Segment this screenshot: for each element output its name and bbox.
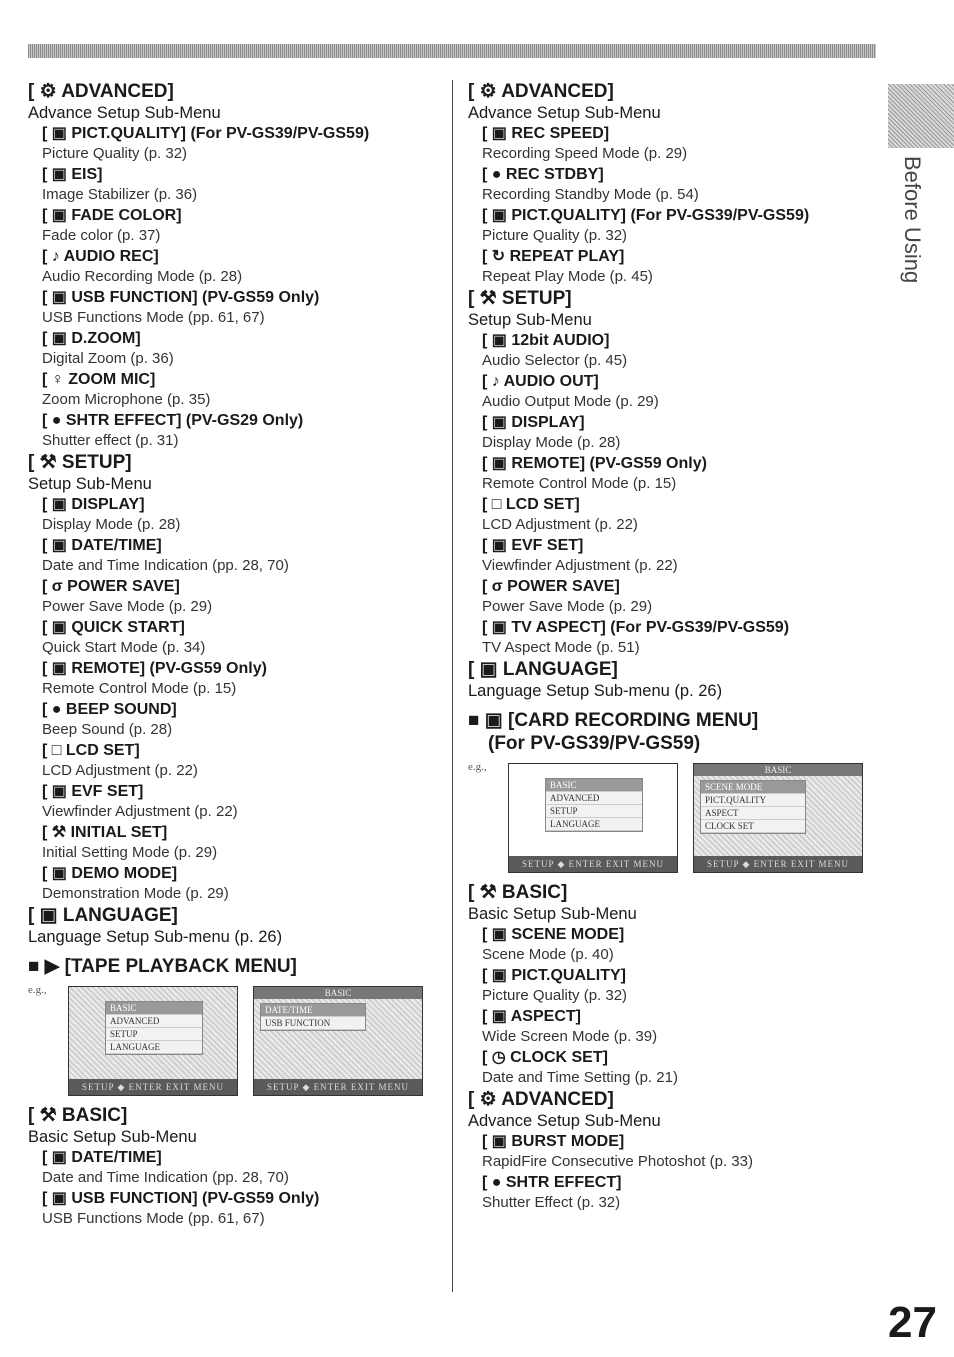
- screen-status-bar: SETUP ◆ ENTER EXIT MENU: [694, 856, 862, 872]
- menu-item: [482, 330, 868, 371]
- header-bar: [28, 44, 876, 58]
- screen-status-bar: SETUP ◆ ENTER EXIT MENU: [509, 856, 677, 872]
- menu-item-description: Recording Standby Mode (p. 54): [482, 186, 699, 203]
- menu-item-label: [ □ LCD SET]: [482, 496, 580, 513]
- setup-heading: [ ⚒ SETUP]: [28, 452, 132, 473]
- right-column: [468, 80, 868, 1213]
- advanced-subtitle: Advance Setup Sub-Menu: [468, 1112, 661, 1130]
- menu-item-label: [ ♀ ZOOM MIC]: [42, 371, 156, 388]
- setup-subtitle: Setup Sub-Menu: [28, 475, 152, 493]
- menu-item-label: [ ▣ QUICK START]: [42, 619, 185, 636]
- menu-item-description: USB Functions Mode (pp. 61, 67): [42, 1210, 265, 1227]
- advanced-heading: [ ⚙ ADVANCED]: [468, 81, 614, 102]
- menu-item-description: Date and Time Indication (pp. 28, 70): [42, 1169, 289, 1186]
- menu-item-label: [ ● REC STDBY]: [482, 166, 604, 183]
- screen-submenu: [253, 986, 423, 1096]
- menu-item-label: [ ▣ PICT.QUALITY] (For PV-GS39/PV-GS59): [42, 125, 370, 142]
- menu-item: [42, 699, 443, 740]
- menu-item-description: Viewfinder Adjustment (p. 22): [482, 557, 678, 574]
- menu-item-description: Remote Control Mode (p. 15): [482, 475, 677, 492]
- menu-item-description: Initial Setting Mode (p. 29): [42, 844, 218, 861]
- menu-option: ADVANCED: [546, 792, 642, 805]
- language-heading: [ ▣ LANGUAGE]: [468, 659, 618, 680]
- menu-item: [42, 863, 443, 904]
- menu-item: [482, 1047, 868, 1088]
- menu-item-label: [ ♪ AUDIO REC]: [42, 248, 159, 265]
- menu-item-label: [ □ LCD SET]: [42, 742, 140, 759]
- menu-item-label: [ σ POWER SAVE]: [42, 578, 180, 595]
- menu-item: [482, 164, 868, 205]
- menu-item-description: RapidFire Consecutive Photoshot (p. 33): [482, 1153, 753, 1170]
- menu-item-label: [ σ POWER SAVE]: [482, 578, 620, 595]
- menu-list: [545, 778, 643, 832]
- menu-item-label: [ ▣ DEMO MODE]: [42, 865, 178, 882]
- basic-heading: [ ⚒ BASIC]: [468, 882, 568, 903]
- menu-item: [42, 822, 443, 863]
- example-label: e.g.,: [468, 761, 487, 773]
- menu-item-label: [ ▣ TV ASPECT] (For PV-GS39/PV-GS59): [482, 619, 790, 636]
- submenu-option: PICT.QUALITY: [701, 794, 805, 807]
- advanced-subtitle: Advance Setup Sub-Menu: [28, 104, 221, 122]
- language-subtitle: Language Setup Sub-menu (p. 26): [468, 682, 723, 700]
- menu-item-description: Picture Quality (p. 32): [482, 227, 628, 244]
- menu-item: [42, 246, 443, 287]
- submenu-list: [260, 1003, 366, 1031]
- menu-item-label: [ ▣ 12bit AUDIO]: [482, 332, 610, 349]
- menu-item-label: [ ⚒ INITIAL SET]: [42, 824, 168, 841]
- menu-item: [42, 658, 443, 699]
- menu-option: LANGUAGE: [546, 818, 642, 831]
- submenu-option: SCENE MODE: [701, 781, 805, 794]
- card-recording-menu-models: (For PV-GS39/PV-GS59): [488, 733, 701, 754]
- menu-option: SETUP: [106, 1028, 202, 1041]
- menu-item: [42, 369, 443, 410]
- screen-submenu: [693, 763, 863, 873]
- language-heading: [ ▣ LANGUAGE]: [28, 905, 178, 926]
- menu-item-label: [ ▣ EIS]: [42, 166, 103, 183]
- menu-item: [42, 535, 443, 576]
- submenu-option: USB FUNCTION: [261, 1017, 365, 1030]
- menu-item: [482, 494, 868, 535]
- menu-item-description: LCD Adjustment (p. 22): [482, 516, 638, 533]
- menu-list: [105, 1001, 203, 1055]
- basic-heading: [ ⚒ BASIC]: [28, 1105, 128, 1126]
- basic-subtitle: Basic Setup Sub-Menu: [468, 905, 637, 923]
- menu-item-label: [ ▣ FADE COLOR]: [42, 207, 182, 224]
- menu-item-description: Remote Control Mode (p. 15): [42, 680, 237, 697]
- advanced-heading: [ ⚙ ADVANCED]: [468, 1089, 614, 1110]
- screen-menu-top: [508, 763, 678, 873]
- menu-item: [42, 123, 443, 164]
- menu-item: [42, 287, 443, 328]
- card-recording-menu-heading: ■ ▣ [CARD RECORDING MENU]: [468, 710, 759, 731]
- menu-item-description: Wide Screen Mode (p. 39): [482, 1028, 658, 1045]
- setup-subtitle: Setup Sub-Menu: [468, 311, 592, 329]
- menu-item-description: Power Save Mode (p. 29): [42, 598, 213, 615]
- menu-item-description: Display Mode (p. 28): [482, 434, 621, 451]
- menu-item: [482, 576, 868, 617]
- menu-item-description: Date and Time Indication (pp. 28, 70): [42, 557, 289, 574]
- menu-item: [482, 453, 868, 494]
- submenu-option: CLOCK SET: [701, 820, 805, 833]
- menu-item-description: TV Aspect Mode (p. 51): [482, 639, 640, 656]
- menu-item: [482, 924, 868, 965]
- menu-item-description: Date and Time Setting (p. 21): [482, 1069, 678, 1086]
- menu-item-label: [ ▣ PICT.QUALITY]: [482, 967, 626, 984]
- menu-item: [482, 1172, 868, 1213]
- menu-item-label: [ ▣ DATE/TIME]: [42, 537, 162, 554]
- menu-item: [482, 205, 868, 246]
- menu-item-description: Repeat Play Mode (p. 45): [482, 268, 653, 285]
- menu-item-description: LCD Adjustment (p. 22): [42, 762, 198, 779]
- setup-heading: [ ⚒ SETUP]: [468, 288, 572, 309]
- menu-item: [482, 1131, 868, 1172]
- menu-item-description: Scene Mode (p. 40): [482, 946, 614, 963]
- menu-item-description: Audio Output Mode (p. 29): [482, 393, 659, 410]
- menu-item-description: Picture Quality (p. 32): [482, 987, 628, 1004]
- menu-item-label: [ ◷ CLOCK SET]: [482, 1049, 608, 1066]
- menu-item-description: Quick Start Mode (p. 34): [42, 639, 206, 656]
- menu-item-description: USB Functions Mode (pp. 61, 67): [42, 309, 265, 326]
- menu-item-description: Fade color (p. 37): [42, 227, 161, 244]
- menu-item-label: [ ● SHTR EFFECT] (PV-GS29 Only): [42, 412, 304, 429]
- menu-item-label: [ ▣ DATE/TIME]: [42, 1149, 162, 1166]
- menu-item-description: Audio Recording Mode (p. 28): [42, 268, 243, 285]
- menu-item: [482, 246, 868, 287]
- menu-item-label: [ ▣ REMOTE] (PV-GS59 Only): [482, 455, 707, 472]
- menu-title: BASIC: [546, 779, 642, 792]
- menu-item: [482, 123, 868, 164]
- submenu-option: ASPECT: [701, 807, 805, 820]
- section-tab: [888, 84, 954, 148]
- menu-item: [42, 576, 443, 617]
- menu-item-label: [ ▣ USB FUNCTION] (PV-GS59 Only): [42, 289, 320, 306]
- menu-item: [42, 164, 443, 205]
- menu-item: [42, 494, 443, 535]
- advanced-subtitle: Advance Setup Sub-Menu: [468, 104, 661, 122]
- page-number: 27: [888, 1298, 937, 1347]
- menu-item: [42, 1188, 443, 1229]
- menu-option: ADVANCED: [106, 1015, 202, 1028]
- menu-item-label: [ ● SHTR EFFECT]: [482, 1174, 622, 1191]
- menu-item: [482, 965, 868, 1006]
- menu-option: SETUP: [546, 805, 642, 818]
- menu-item-description: Picture Quality (p. 32): [42, 145, 188, 162]
- menu-item-label: [ ♪ AUDIO OUT]: [482, 373, 599, 390]
- menu-item: [42, 410, 443, 451]
- submenu-title: BASIC: [694, 764, 862, 776]
- menu-item-description: Demonstration Mode (p. 29): [42, 885, 229, 902]
- menu-item: [42, 740, 443, 781]
- menu-item-description: Recording Speed Mode (p. 29): [482, 145, 688, 162]
- menu-item-label: [ ▣ REC SPEED]: [482, 125, 610, 142]
- tape-playback-menu-heading: ■ ▶ [TAPE PLAYBACK MENU]: [28, 956, 297, 977]
- advanced-heading: [ ⚙ ADVANCED]: [28, 81, 174, 102]
- menu-item-label: [ ▣ D.ZOOM]: [42, 330, 141, 347]
- menu-item-description: Audio Selector (p. 45): [482, 352, 628, 369]
- language-subtitle: Language Setup Sub-menu (p. 26): [28, 928, 283, 946]
- example-label: e.g.,: [28, 984, 47, 996]
- screen-status-bar: SETUP ◆ ENTER EXIT MENU: [69, 1079, 237, 1095]
- submenu-list: [700, 780, 806, 834]
- menu-screen-example: [468, 761, 868, 881]
- screen-menu-top: [68, 986, 238, 1096]
- menu-item: [42, 617, 443, 658]
- menu-item-label: [ ▣ USB FUNCTION] (PV-GS59 Only): [42, 1190, 320, 1207]
- menu-item-label: [ ▣ SCENE MODE]: [482, 926, 625, 943]
- menu-item-label: [ ▣ EVF SET]: [42, 783, 144, 800]
- side-tab-label: Before Using: [900, 156, 925, 284]
- menu-item-description: Image Stabilizer (p. 36): [42, 186, 198, 203]
- menu-item-description: Shutter effect (p. 31): [42, 432, 179, 449]
- menu-item: [42, 1147, 443, 1188]
- menu-item-label: [ ▣ REMOTE] (PV-GS59 Only): [42, 660, 267, 677]
- menu-item-description: Display Mode (p. 28): [42, 516, 181, 533]
- menu-item-description: Digital Zoom (p. 36): [42, 350, 174, 367]
- menu-item-label: [ ▣ DISPLAY]: [42, 496, 145, 513]
- menu-item: [42, 205, 443, 246]
- menu-item: [42, 328, 443, 369]
- menu-title: BASIC: [106, 1002, 202, 1015]
- menu-item-description: Beep Sound (p. 28): [42, 721, 173, 738]
- basic-subtitle: Basic Setup Sub-Menu: [28, 1128, 197, 1146]
- menu-option: LANGUAGE: [106, 1041, 202, 1054]
- menu-item-label: [ ▣ DISPLAY]: [482, 414, 585, 431]
- submenu-option: DATE/TIME: [261, 1004, 365, 1017]
- menu-screen-example: [28, 984, 443, 1104]
- column-divider: [452, 80, 453, 1292]
- left-column: [28, 80, 443, 1229]
- menu-item-description: Zoom Microphone (p. 35): [42, 391, 211, 408]
- menu-item-label: [ ▣ PICT.QUALITY] (For PV-GS39/PV-GS59): [482, 207, 810, 224]
- menu-item: [482, 371, 868, 412]
- menu-item-description: Shutter Effect (p. 32): [482, 1194, 621, 1211]
- screen-status-bar: SETUP ◆ ENTER EXIT MENU: [254, 1079, 422, 1095]
- menu-item: [482, 535, 868, 576]
- menu-item-description: Power Save Mode (p. 29): [482, 598, 653, 615]
- menu-item: [482, 617, 868, 658]
- menu-item: [482, 1006, 868, 1047]
- menu-item-label: [ ▣ BURST MODE]: [482, 1133, 625, 1150]
- menu-item-label: [ ▣ EVF SET]: [482, 537, 584, 554]
- submenu-title: BASIC: [254, 987, 422, 999]
- menu-item-label: [ ● BEEP SOUND]: [42, 701, 177, 718]
- menu-item-label: [ ↻ REPEAT PLAY]: [482, 248, 625, 265]
- menu-item-description: Viewfinder Adjustment (p. 22): [42, 803, 238, 820]
- menu-item: [482, 412, 868, 453]
- menu-item-label: [ ▣ ASPECT]: [482, 1008, 581, 1025]
- menu-item: [42, 781, 443, 822]
